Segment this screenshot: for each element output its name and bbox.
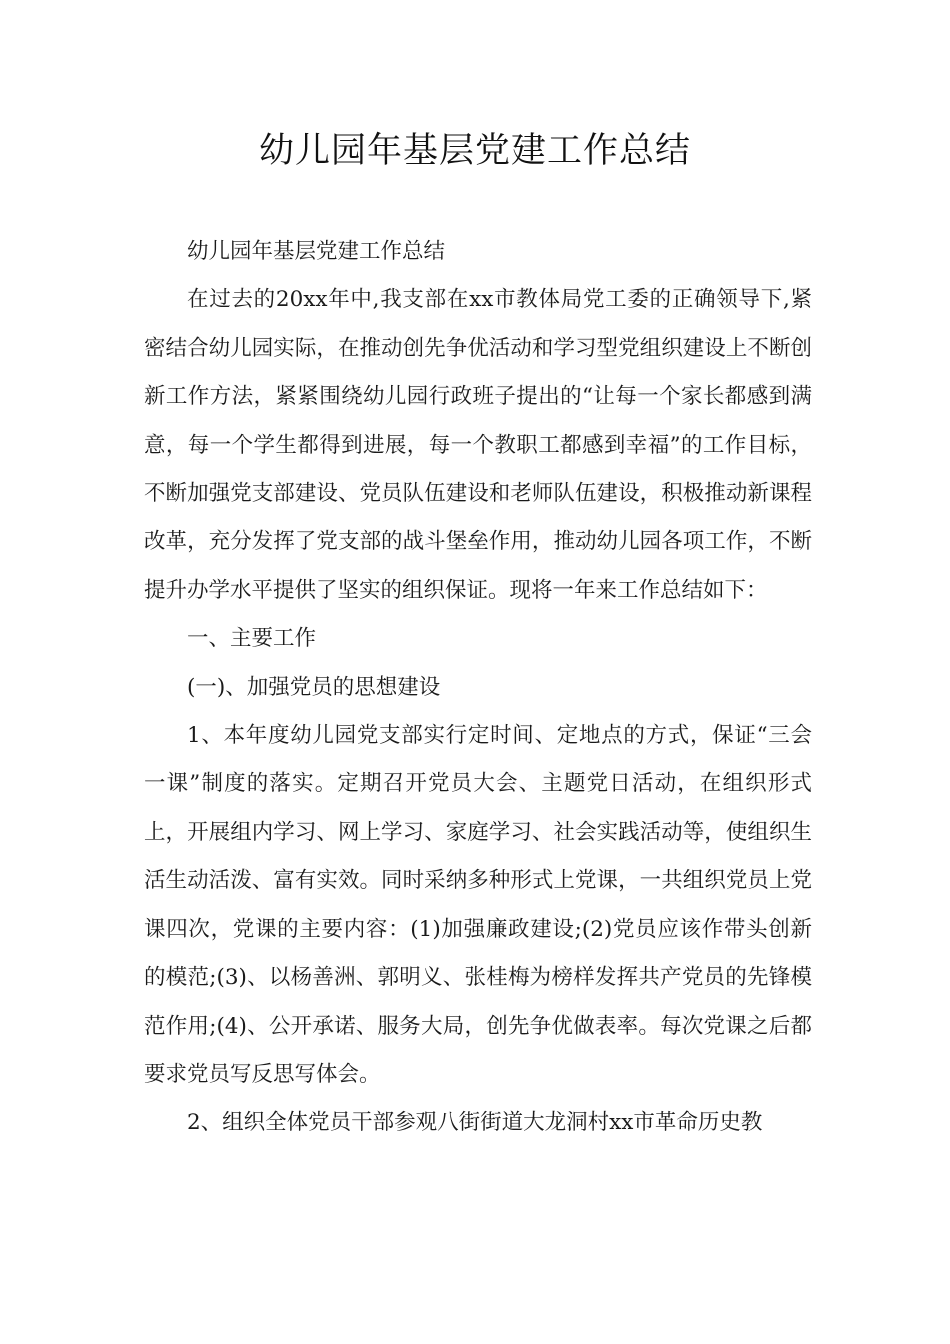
item-paragraph-1: 1、本年度幼儿园党支部实行定时间、定地点的方式，保证“三会一课”制度的落实。定期召开党员大会、主题党日活动，在组织形式上，开展组内学习、网上学习、家庭学习、社会实践活动等，使组织生活生动活泼、富有实效。同时采纳多种形式上党课，一共组织党员上党课四次，党课的主要内容：(1)加强廉政建设;(2)党员应该作带头创新的模范;(3)、以杨善洲、郭明义、张桂梅为榜样发挥共产党员的先锋模范作用;(4)、公开承诺、服务大局，创先争优做表率。每次党课之后都要求党员写反思写体会。 (144, 723, 812, 1087)
intro-paragraph: 在过去的20xx年中,我支部在xx市教体局党工委的正确领导下,紧密结合幼儿园实际，在推动创先争优活动和学习型党组织建设上不断创新工作方法，紧紧围绕幼儿园行政班子提出的“让每一个家长都感到满意，每一个学生都得到进展，每一个教职工都感到幸福”的工作目标，不断加强党支部建设、党员队伍建设和老师队伍建设，积极推动新课程改革，充分发挥了党支部的战斗堡垒作用，推动幼儿园各项工作，不断提升办学水平提供了坚实的组织保证。现将一年来工作总结如下： (144, 287, 812, 603)
subsection-heading-ideology: (一)、加强党员的思想建设 (187, 674, 441, 700)
section-heading-main-work: 一、主要工作 (187, 626, 317, 652)
subtitle-paragraph: 幼儿园年基层党建工作总结 (187, 239, 446, 264)
document-title: 幼儿园年基层党建工作总结 (258, 131, 691, 171)
document-body (144, 228, 812, 1148)
item-paragraph-2: 2、组织全体党员干部参观八街街道大龙洞村xx市革命历史教 (187, 1110, 763, 1136)
